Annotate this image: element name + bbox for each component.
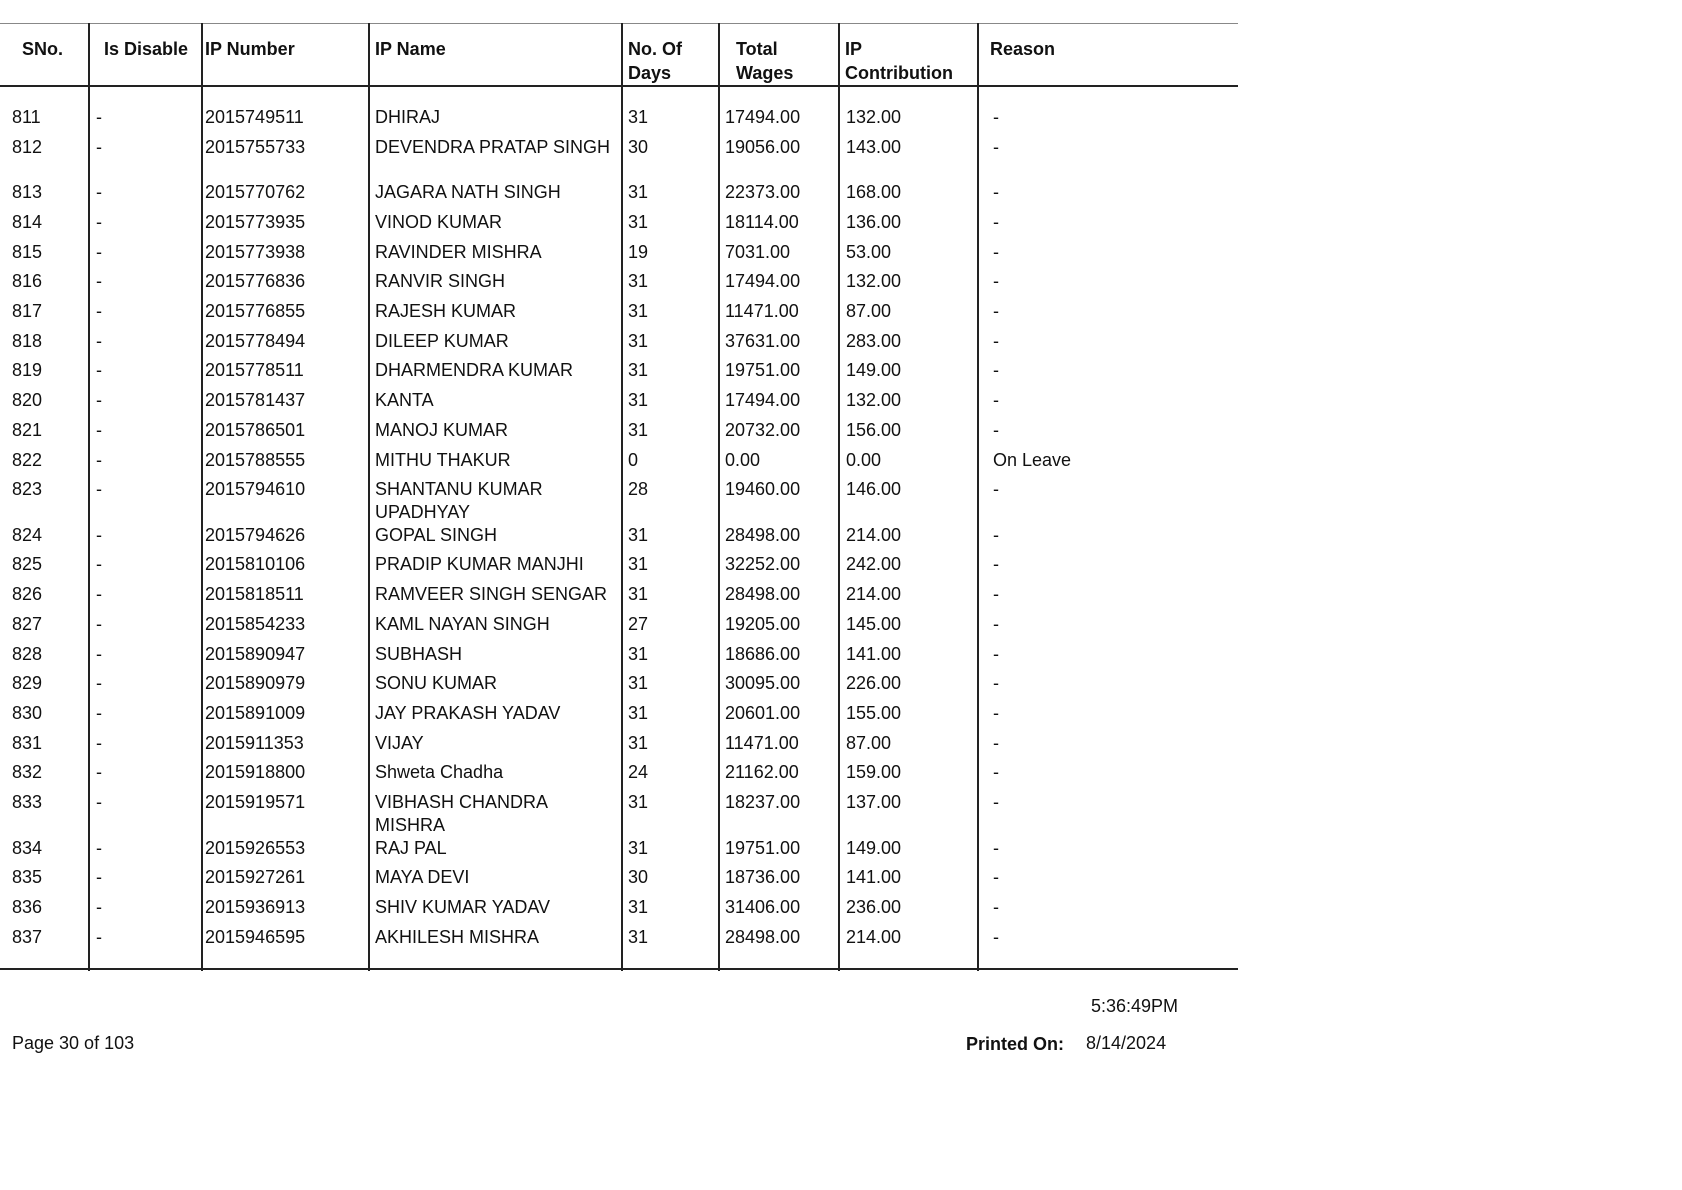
cell-days: 19 [628, 241, 649, 262]
contribution-table [0, 23, 1238, 970]
printed-on-date: 8/14/2024 [1086, 1033, 1167, 1053]
cell-ip-name: RAMVEER SINGH SENGAR [375, 584, 608, 605]
cell-days: 24 [628, 762, 649, 783]
cell-total-wages: 18114.00 [725, 211, 799, 232]
cell-is-disable: - [96, 554, 102, 575]
cell-total-wages: 22373.00 [725, 182, 801, 203]
cell-ip-number: 2015926553 [205, 837, 306, 858]
cell-days: 30 [628, 867, 649, 888]
cell-reason: - [993, 419, 999, 440]
cell-total-wages: 18736.00 [725, 867, 801, 888]
cell-ip-name: KAML NAYAN SINGH [375, 613, 550, 634]
cell-ip-name: DHIRAJ [375, 107, 441, 127]
cell-ip-contribution: 159.00 [846, 762, 902, 783]
cell-ip-name: Shweta Chadha [375, 762, 504, 783]
cell-ip-number: 2015776855 [205, 301, 306, 321]
cell-ip-number: 2015890979 [205, 673, 306, 694]
table-row [0, 211, 1238, 241]
cell-ip-contribution: 137.00 [846, 792, 902, 812]
cell-total-wages: 7031.00 [725, 241, 791, 262]
cell-days: 31 [628, 330, 649, 351]
cell-ip-number: 2015927261 [205, 867, 306, 888]
cell-is-disable: - [96, 613, 102, 634]
cell-ip-name: PRADIP KUMAR MANJHI [375, 554, 584, 575]
cell-total-wages: 31406.00 [725, 896, 801, 917]
cell-is-disable: - [96, 390, 102, 411]
cell-ip-number: 2015778511 [205, 360, 304, 381]
cell-reason: - [993, 643, 999, 664]
header-is-disable: Is Disable [104, 39, 189, 59]
cell-ip-number: 2015794610 [205, 479, 306, 500]
cell-days: 0 [628, 449, 639, 470]
cell-reason: - [993, 837, 999, 858]
cell-sno: 821 [12, 419, 43, 440]
cell-is-disable: - [96, 360, 102, 381]
cell-ip-name: GOPAL SINGH [375, 524, 498, 545]
cell-days: 31 [628, 211, 649, 232]
cell-sno: 816 [12, 271, 43, 292]
cell-days: 31 [628, 792, 649, 812]
table-row [0, 330, 1238, 360]
cell-days: 27 [628, 613, 649, 634]
cell-days: 31 [628, 301, 649, 321]
cell-ip-contribution: 141.00 [846, 867, 902, 888]
cell-days: 31 [628, 524, 649, 545]
table-row [0, 702, 1238, 732]
cell-is-disable: - [96, 926, 102, 947]
cell-total-wages: 20601.00 [725, 702, 801, 723]
cell-ip-number: 2015794626 [205, 524, 306, 545]
cell-sno: 815 [12, 241, 43, 262]
print-time: 5:36:49PM [1091, 996, 1179, 1016]
cell-days: 31 [628, 896, 649, 917]
cell-ip-number: 2015773935 [205, 211, 306, 232]
table-row [0, 837, 1238, 867]
cell-reason: - [993, 762, 999, 783]
cell-sno: 825 [12, 554, 43, 575]
header-total-wages: Total Wages [736, 39, 794, 83]
table-row [0, 791, 1238, 835]
header-ip-contribution: IP Contribution [845, 39, 953, 83]
cell-days: 31 [628, 107, 649, 127]
cell-ip-number: 2015786501 [205, 419, 306, 440]
cell-reason: - [993, 702, 999, 723]
cell-ip-name: SHANTANU KUMAR UPADHYAY [375, 479, 543, 523]
cell-ip-number: 2015919571 [205, 792, 306, 812]
cell-ip-number: 2015936913 [205, 896, 306, 917]
cell-is-disable: - [96, 449, 102, 470]
cell-ip-number: 2015770762 [205, 182, 306, 203]
cell-ip-contribution: 141.00 [846, 643, 902, 664]
table-row [0, 524, 1238, 554]
cell-total-wages: 19205.00 [725, 613, 801, 634]
cell-total-wages: 18237.00 [725, 792, 801, 812]
cell-ip-contribution: 242.00 [846, 554, 902, 575]
cell-ip-contribution: 143.00 [846, 136, 902, 157]
table-row [0, 389, 1238, 419]
cell-total-wages: 30095.00 [725, 673, 801, 694]
cell-is-disable: - [96, 271, 102, 292]
cell-is-disable: - [96, 584, 102, 605]
cell-ip-name: SHIV KUMAR YADAV [375, 896, 551, 917]
cell-sno: 837 [12, 926, 43, 947]
cell-reason: - [993, 673, 999, 694]
cell-sno: 827 [12, 613, 43, 634]
cell-total-wages: 19460.00 [725, 479, 801, 500]
cell-ip-contribution: 132.00 [846, 390, 902, 411]
cell-ip-name: KANTA [375, 390, 434, 411]
table-row [0, 136, 1238, 180]
cell-is-disable: - [96, 479, 102, 500]
cell-days: 31 [628, 554, 649, 575]
cell-is-disable: - [96, 762, 102, 783]
cell-ip-name: AKHILESH MISHRA [375, 926, 540, 947]
table-top-rule [0, 23, 1238, 24]
cell-reason: - [993, 896, 999, 917]
cell-days: 31 [628, 926, 649, 947]
table-row [0, 643, 1238, 673]
cell-sno: 812 [12, 136, 43, 157]
cell-total-wages: 17494.00 [725, 390, 801, 411]
page-number: Page 30 of 103 [12, 1033, 135, 1053]
cell-is-disable: - [96, 301, 102, 321]
cell-sno: 835 [12, 867, 43, 888]
cell-sno: 819 [12, 360, 43, 381]
cell-ip-name: MITHU THAKUR [375, 449, 511, 470]
cell-is-disable: - [96, 896, 102, 917]
cell-ip-contribution: 155.00 [846, 702, 902, 723]
cell-days: 31 [628, 643, 649, 664]
cell-ip-number: 2015755733 [205, 136, 306, 157]
cell-ip-name: JAGARA NATH SINGH [375, 182, 561, 203]
cell-is-disable: - [96, 136, 102, 157]
cell-ip-name: DILEEP KUMAR [375, 330, 509, 351]
cell-is-disable: - [96, 867, 102, 888]
cell-ip-contribution: 214.00 [846, 584, 902, 605]
cell-ip-contribution: 136.00 [846, 211, 902, 232]
cell-sno: 833 [12, 792, 43, 812]
cell-ip-number: 2015788555 [205, 449, 306, 470]
cell-sno: 831 [12, 732, 43, 753]
table-row [0, 672, 1238, 702]
cell-sno: 820 [12, 390, 43, 411]
cell-ip-name: RAJESH KUMAR [375, 301, 517, 321]
cell-total-wages: 28498.00 [725, 584, 801, 605]
table-row [0, 583, 1238, 613]
table-row [0, 866, 1238, 896]
cell-ip-number: 2015891009 [205, 702, 306, 723]
cell-sno: 828 [12, 643, 43, 664]
cell-reason: - [993, 301, 999, 321]
table-row [0, 478, 1238, 522]
cell-ip-number: 2015773938 [205, 241, 306, 262]
table-row [0, 106, 1238, 136]
cell-days: 31 [628, 419, 649, 440]
cell-total-wages: 37631.00 [725, 330, 801, 351]
cell-total-wages: 21162.00 [725, 762, 799, 783]
cell-total-wages: 11471.00 [725, 732, 799, 753]
cell-reason: - [993, 792, 999, 812]
cell-reason: - [993, 524, 999, 545]
cell-ip-contribution: 283.00 [846, 330, 902, 351]
cell-sno: 834 [12, 837, 43, 858]
cell-sno: 829 [12, 673, 43, 694]
cell-reason: - [993, 554, 999, 575]
cell-reason: - [993, 584, 999, 605]
cell-ip-contribution: 0.00 [846, 449, 882, 470]
cell-ip-contribution: 236.00 [846, 896, 902, 917]
table-row [0, 241, 1238, 271]
cell-sno: 813 [12, 182, 43, 203]
cell-sno: 823 [12, 479, 43, 500]
cell-sno: 811 [12, 107, 41, 127]
cell-reason: - [993, 390, 999, 411]
cell-sno: 836 [12, 896, 43, 917]
cell-ip-number: 2015918800 [205, 762, 306, 783]
table-row [0, 926, 1238, 956]
table-row [0, 359, 1238, 389]
cell-sno: 818 [12, 330, 43, 351]
cell-days: 31 [628, 673, 649, 694]
cell-reason: - [993, 479, 999, 500]
cell-ip-number: 2015854233 [205, 613, 306, 634]
cell-is-disable: - [96, 241, 102, 262]
header-days: No. Of Days [628, 39, 682, 83]
cell-reason: - [993, 241, 999, 262]
cell-ip-name: JAY PRAKASH YADAV [375, 702, 561, 723]
cell-ip-name: SUBHASH [375, 643, 463, 664]
cell-ip-name: VIJAY [375, 732, 424, 753]
cell-ip-name: RAJ PAL [375, 837, 447, 858]
cell-ip-contribution: 149.00 [846, 360, 902, 381]
cell-days: 31 [628, 837, 649, 858]
table-row [0, 300, 1238, 330]
cell-ip-number: 2015749511 [205, 107, 304, 127]
cell-reason: - [993, 271, 999, 292]
cell-is-disable: - [96, 182, 102, 203]
cell-reason: - [993, 211, 999, 232]
cell-sno: 832 [12, 762, 43, 783]
table-row [0, 449, 1238, 479]
table-row [0, 419, 1238, 449]
cell-ip-contribution: 226.00 [846, 673, 902, 694]
cell-ip-contribution: 214.00 [846, 524, 902, 545]
cell-ip-name: MANOJ KUMAR [375, 419, 509, 440]
cell-ip-contribution: 149.00 [846, 837, 902, 858]
cell-total-wages: 20732.00 [725, 419, 801, 440]
cell-sno: 824 [12, 524, 43, 545]
table-row [0, 732, 1238, 762]
table-row [0, 181, 1238, 211]
cell-reason: - [993, 360, 999, 381]
cell-total-wages: 28498.00 [725, 524, 801, 545]
cell-reason: - [993, 330, 999, 351]
cell-reason: - [993, 613, 999, 634]
cell-ip-name: SONU KUMAR [375, 673, 498, 694]
cell-ip-name: DEVENDRA PRATAP SINGH [375, 136, 611, 157]
cell-total-wages: 28498.00 [725, 926, 801, 947]
cell-ip-number: 2015781437 [205, 390, 306, 411]
cell-days: 28 [628, 479, 649, 500]
cell-sno: 822 [12, 449, 43, 470]
cell-total-wages: 17494.00 [725, 271, 801, 292]
cell-ip-number: 2015778494 [205, 330, 306, 351]
cell-total-wages: 17494.00 [725, 107, 801, 127]
cell-is-disable: - [96, 837, 102, 858]
cell-ip-name: RAVINDER MISHRA [375, 241, 542, 262]
cell-total-wages: 19751.00 [725, 837, 801, 858]
cell-ip-contribution: 168.00 [846, 182, 902, 203]
cell-ip-contribution: 87.00 [846, 732, 892, 753]
table-row [0, 553, 1238, 583]
cell-ip-name: MAYA DEVI [375, 867, 470, 888]
table-row [0, 613, 1238, 643]
cell-total-wages: 19056.00 [725, 136, 801, 157]
cell-reason: - [993, 182, 999, 203]
cell-ip-name: VINOD KUMAR [375, 211, 503, 232]
cell-total-wages: 18686.00 [725, 643, 801, 664]
cell-days: 31 [628, 182, 649, 203]
cell-ip-number: 2015911353 [205, 732, 304, 753]
cell-ip-number: 2015810106 [205, 554, 306, 575]
cell-reason: - [993, 107, 999, 127]
table-row [0, 270, 1238, 300]
cell-is-disable: - [96, 643, 102, 664]
table-bottom-rule [0, 968, 1238, 970]
cell-is-disable: - [96, 107, 102, 127]
cell-ip-contribution: 156.00 [846, 419, 902, 440]
cell-reason: - [993, 136, 999, 157]
cell-ip-number: 2015776836 [205, 271, 306, 292]
cell-ip-number: 2015818511 [205, 584, 304, 605]
cell-reason: - [993, 732, 999, 753]
cell-days: 31 [628, 271, 649, 292]
cell-ip-contribution: 53.00 [846, 241, 892, 262]
cell-ip-name: RANVIR SINGH [375, 271, 506, 292]
cell-sno: 814 [12, 211, 43, 232]
cell-days: 31 [628, 584, 649, 605]
cell-is-disable: - [96, 330, 102, 351]
cell-ip-contribution: 87.00 [846, 301, 892, 321]
header-reason: Reason [990, 39, 1056, 59]
cell-ip-name: VIBHASH CHANDRA MISHRA [375, 792, 548, 835]
cell-ip-number: 2015890947 [205, 643, 306, 664]
cell-ip-name: DHARMENDRA KUMAR [375, 360, 574, 381]
cell-ip-contribution: 214.00 [846, 926, 902, 947]
header-ip-number: IP Number [205, 39, 295, 59]
cell-reason: - [993, 867, 999, 888]
cell-total-wages: 32252.00 [725, 554, 801, 575]
cell-is-disable: - [96, 211, 102, 232]
header-sno: SNo. [22, 39, 64, 59]
cell-reason: - [993, 926, 999, 947]
cell-ip-number: 2015946595 [205, 926, 306, 947]
cell-total-wages: 0.00 [725, 449, 761, 470]
cell-is-disable: - [96, 792, 102, 812]
cell-is-disable: - [96, 419, 102, 440]
header-bottom-rule [0, 85, 1238, 87]
cell-total-wages: 11471.00 [725, 301, 799, 321]
cell-days: 31 [628, 702, 649, 723]
cell-ip-contribution: 132.00 [846, 107, 902, 127]
header-ip-name: IP Name [375, 39, 446, 59]
cell-sno: 817 [12, 301, 43, 321]
cell-sno: 830 [12, 702, 43, 723]
cell-ip-contribution: 146.00 [846, 479, 902, 500]
cell-days: 31 [628, 360, 649, 381]
cell-is-disable: - [96, 702, 102, 723]
cell-ip-contribution: 132.00 [846, 271, 902, 292]
cell-reason: On Leave [993, 449, 1072, 470]
cell-days: 31 [628, 732, 649, 753]
printed-on-label: Printed On: [966, 1034, 1064, 1054]
cell-ip-contribution: 145.00 [846, 613, 902, 634]
cell-total-wages: 19751.00 [725, 360, 801, 381]
table-row [0, 761, 1238, 791]
cell-is-disable: - [96, 524, 102, 545]
cell-is-disable: - [96, 732, 102, 753]
cell-sno: 826 [12, 584, 43, 605]
cell-days: 30 [628, 136, 649, 157]
cell-days: 31 [628, 390, 649, 411]
table-row [0, 896, 1238, 926]
cell-is-disable: - [96, 673, 102, 694]
